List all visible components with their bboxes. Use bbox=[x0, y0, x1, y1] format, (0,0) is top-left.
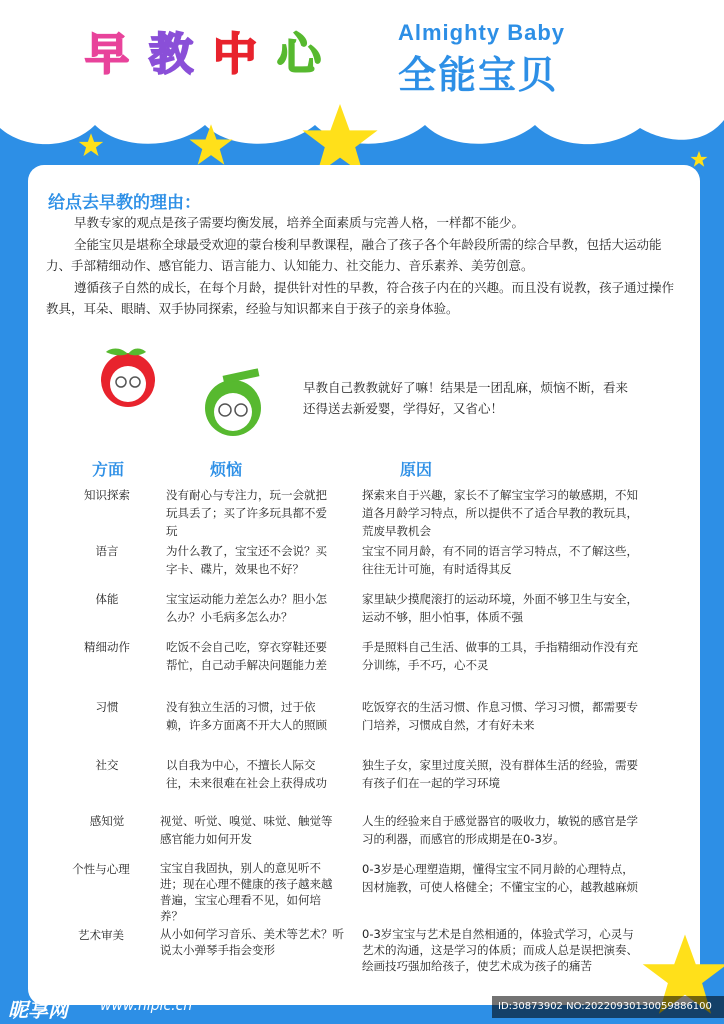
star-icon bbox=[188, 122, 234, 168]
row-aspect: 个性与心理 bbox=[72, 862, 130, 876]
brand-english: Almighty Baby bbox=[398, 20, 566, 45]
star-icon bbox=[78, 132, 104, 158]
row-aspect: 语言 bbox=[95, 544, 119, 558]
row-worry: 宝宝运动能力差怎么办？胆小怎么办？小毛病多怎么办？ bbox=[166, 592, 327, 624]
row-worry: 以自我为中心，不擅长人际交往，未来很难在社会上获得成功 bbox=[166, 758, 327, 790]
header-reason: 原因 bbox=[400, 460, 433, 479]
row-reason: 0-3岁宝宝与艺术是自然相通的，体验式学习，心灵与艺术的沟通，这是学习的体质；而成人总是误把演奏、绘画技巧强加给孩子，使艺术成为孩子的痛苦 bbox=[362, 927, 638, 973]
row-reason: 手是照料自己生活、做事的工具，手指精细动作没有充分训练，手不巧，心不灵 bbox=[362, 640, 638, 672]
star-icon bbox=[690, 150, 708, 168]
row-worry: 吃饭不会自己吃，穿衣穿鞋还要帮忙，自己动手解决问题能力差 bbox=[166, 640, 327, 672]
red-apple-icon bbox=[96, 340, 160, 408]
row-aspect: 体能 bbox=[95, 592, 119, 606]
row-reason: 吃饭穿衣的生活习惯、作息习惯、学习习惯，都需要专门培养，习惯成自然，才有好未来 bbox=[362, 700, 638, 732]
watermark-url: www.nipic.cn bbox=[100, 998, 193, 1014]
row-reason: 宝宝不同月龄，有不同的语言学习特点，不了解这些，往往无计可施，有时适得其反 bbox=[362, 544, 638, 576]
brand-chinese: 全能宝贝 bbox=[398, 53, 559, 97]
logo-char-4: 心 bbox=[277, 29, 321, 80]
row-aspect: 精细动作 bbox=[84, 640, 130, 654]
row-worry: 宝宝自我固执，别人的意见听不进；现在心理不健康的孩子越来越普遍，宝宝心理看不见，如何培养？ bbox=[160, 861, 333, 923]
row-worry: 为什么教了，宝宝还不会说？买字卡、碟片，效果也不好？ bbox=[166, 544, 327, 576]
row-aspect: 习惯 bbox=[95, 700, 119, 714]
row-reason: 探索来自于兴趣，家长不了解宝宝学习的敏感期，不知道各月龄学习特点，所以提供不了适合早教的教玩具，荒废早教机会 bbox=[362, 488, 638, 538]
row-worry: 没有独立生活的习惯，过于依赖，许多方面离不开大人的照顾 bbox=[166, 700, 327, 732]
intro-paragraph-3: 遵循孩子自然的成长，在每个月龄，提供针对性的早教，符合孩子内在的兴趣。而且没有说教，孩子通过操作教具，耳朵、眼睛、双手协同探索，经验与知识都来自于孩子的亲身体验。 bbox=[46, 280, 675, 316]
row-reason: 人生的经验来自于感觉器官的吸收力，敏锐的感官是学习的利器，而感官的形成期是在0-3岁。 bbox=[362, 814, 638, 846]
logo-char-1: 早 bbox=[85, 29, 129, 80]
logo-char-3: 中 bbox=[213, 29, 257, 80]
row-worry: 从小如何学习音乐、美术等艺术？听说太小弹琴手指会变形 bbox=[160, 927, 344, 957]
section-title: 给点去早教的理由： bbox=[48, 193, 201, 213]
row-worry: 没有耐心与专注力，玩一会就把玩具丢了；买了许多玩具都不爱玩 bbox=[166, 488, 327, 538]
header-aspect: 方面 bbox=[92, 460, 125, 479]
speech-text: 早教自己教教就好了嘛！结果是一团乱麻，烦恼不断，看来还得送去新爱婴，学得好，又省心！ bbox=[303, 380, 629, 416]
row-aspect: 艺术审美 bbox=[78, 928, 124, 942]
row-aspect: 感知觉 bbox=[89, 814, 125, 828]
row-aspect: 社交 bbox=[95, 758, 119, 772]
intro-paragraph-2: 全能宝贝是堪称全球最受欢迎的蒙台梭利早教课程，融合了孩子各个年龄段所需的综合早教，包括大运动能力、手部精细动作、感官能力、语言能力、认知能力、社交能力、音乐素养、美劳创意。 bbox=[46, 237, 662, 273]
row-worry: 视觉、听觉、嗅觉、味觉、触觉等感官能力如何开发 bbox=[160, 814, 333, 846]
image-id-bar: ID:30873902 NO:20220930130059886100 bbox=[492, 996, 724, 1018]
watermark-brand: 昵享网 bbox=[8, 998, 68, 1022]
logo bbox=[78, 26, 328, 84]
header-worry: 烦恼 bbox=[210, 460, 243, 479]
intro-paragraph-1: 早教专家的观点是孩子需要均衡发展，培养全面素质与完善人格，一样都不能少。 bbox=[74, 215, 525, 230]
logo-char-2: 教 bbox=[149, 29, 193, 80]
green-apple-icon bbox=[195, 364, 273, 438]
row-reason: 家里缺少摸爬滚打的运动环境，外面不够卫生与安全，运动不够，胆小怕事，体质不强 bbox=[362, 592, 638, 624]
row-reason: 0-3岁是心理塑造期，懂得宝宝不同月龄的心理特点，因材施教，可使人格健全；不懂宝宝的心，越教越麻烦 bbox=[362, 862, 638, 894]
row-reason: 独生子女，家里过度关照，没有群体生活的经验，需要有孩子们在一起的学习环境 bbox=[362, 758, 638, 790]
row-aspect: 知识探索 bbox=[84, 488, 130, 502]
